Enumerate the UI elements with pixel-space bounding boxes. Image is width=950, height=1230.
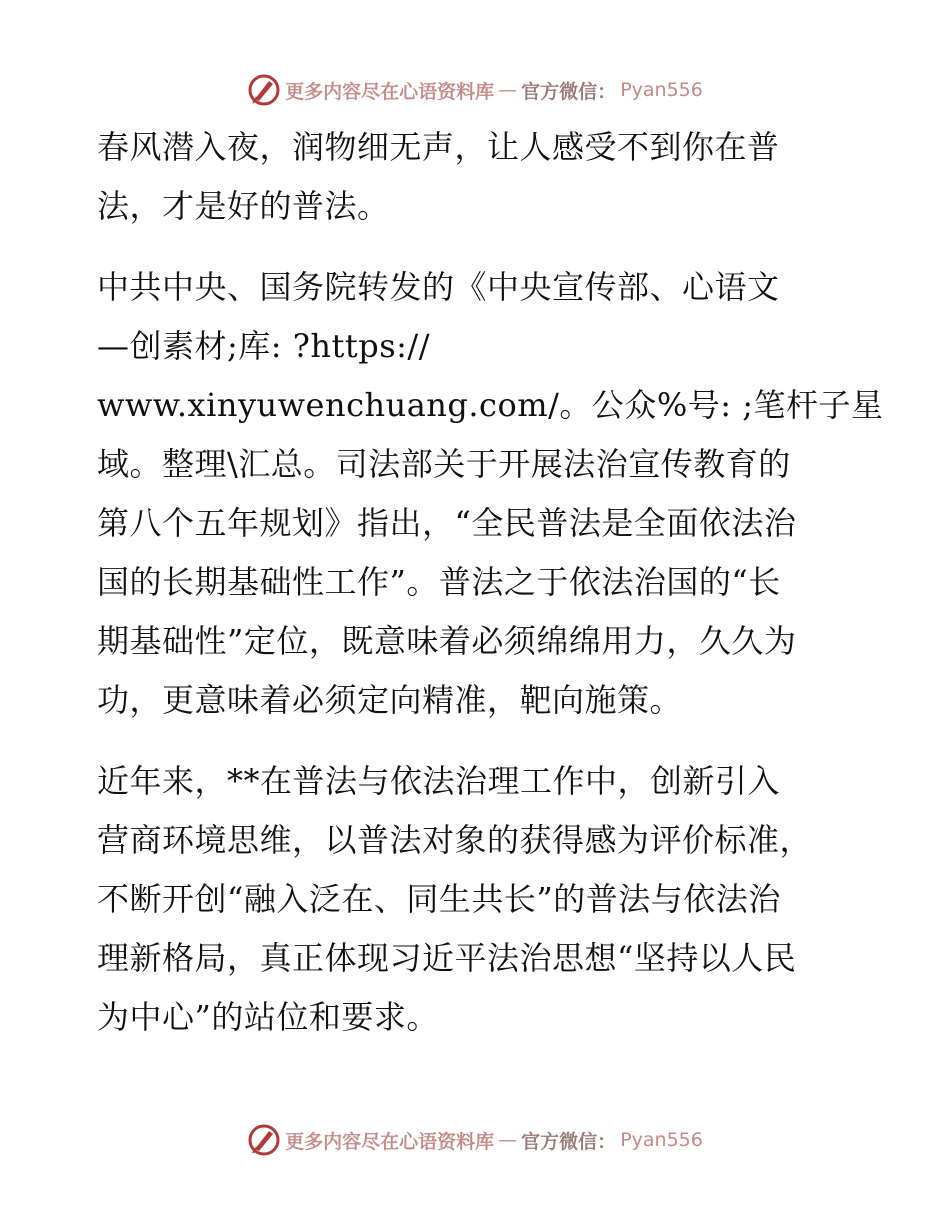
text-line: 功，更意味着必须定向精准，靶向施策。 [97,681,683,719]
footer-banner-wechat-id: Pyan556 [620,1129,703,1151]
footer-banner-dash: — [498,1129,518,1151]
text-line: 营商环境思维，以普法对象的获得感为评价标准， [97,821,813,859]
text-line: —创素材;库: ?https:// [97,327,430,365]
footer-banner [0,1120,950,1160]
text-line: 国的长期基础性工作”。普法之于依法治国的“长 [97,563,781,601]
text-line: 不断开创“融入泛在、同生共长”的普法与依法治 [97,880,781,918]
text-line: 第八个五年规划》指出，“全民普法是全面依法治 [97,504,797,542]
text-line: 为中心”的站位和要求。 [97,998,439,1036]
paragraph-2 [97,258,884,730]
text-line: 近年来，**在普法与依法治理工作中，创新引入 [97,762,781,800]
footer-banner-main-text: 更多内容尽在心语资料库 [285,1130,495,1153]
header-banner-main-text: 更多内容尽在心语资料库 [285,80,495,103]
document-body [97,118,884,1069]
header-banner-inner [247,73,703,107]
text-line: 法，才是好的普法。 [97,187,390,225]
header-banner-dash: — [498,79,518,101]
paragraph-1 [97,118,857,236]
text-line: 理新格局，真正体现习近平法治思想“坚持以人民 [97,939,797,977]
header-banner-sub-text: 官方微信： [521,80,617,103]
footer-banner-sub-text: 官方微信： [521,1130,617,1153]
quill-pen-logo-icon [247,1123,281,1157]
quill-pen-logo-icon [247,73,281,107]
footer-banner-inner [247,1123,703,1157]
header-banner-wechat-id: Pyan556 [620,79,703,101]
header-banner [0,70,950,110]
text-line: 春风潜入夜，润物细无声，让人感受不到你在普 [97,128,780,166]
text-line: www.xinyuwenchuang.com/。公众%号: ;笔杆子星 [97,386,884,424]
text-line: 期基础性”定位，既意味着必须绵绵用力，久久为 [97,622,797,660]
paragraph-3 [97,752,857,1047]
text-line: 域。整理\汇总。司法部关于开展法治宣传教育的 [97,445,791,483]
text-line: 中共中央、国务院转发的《中央宣传部、心语文 [97,268,780,306]
